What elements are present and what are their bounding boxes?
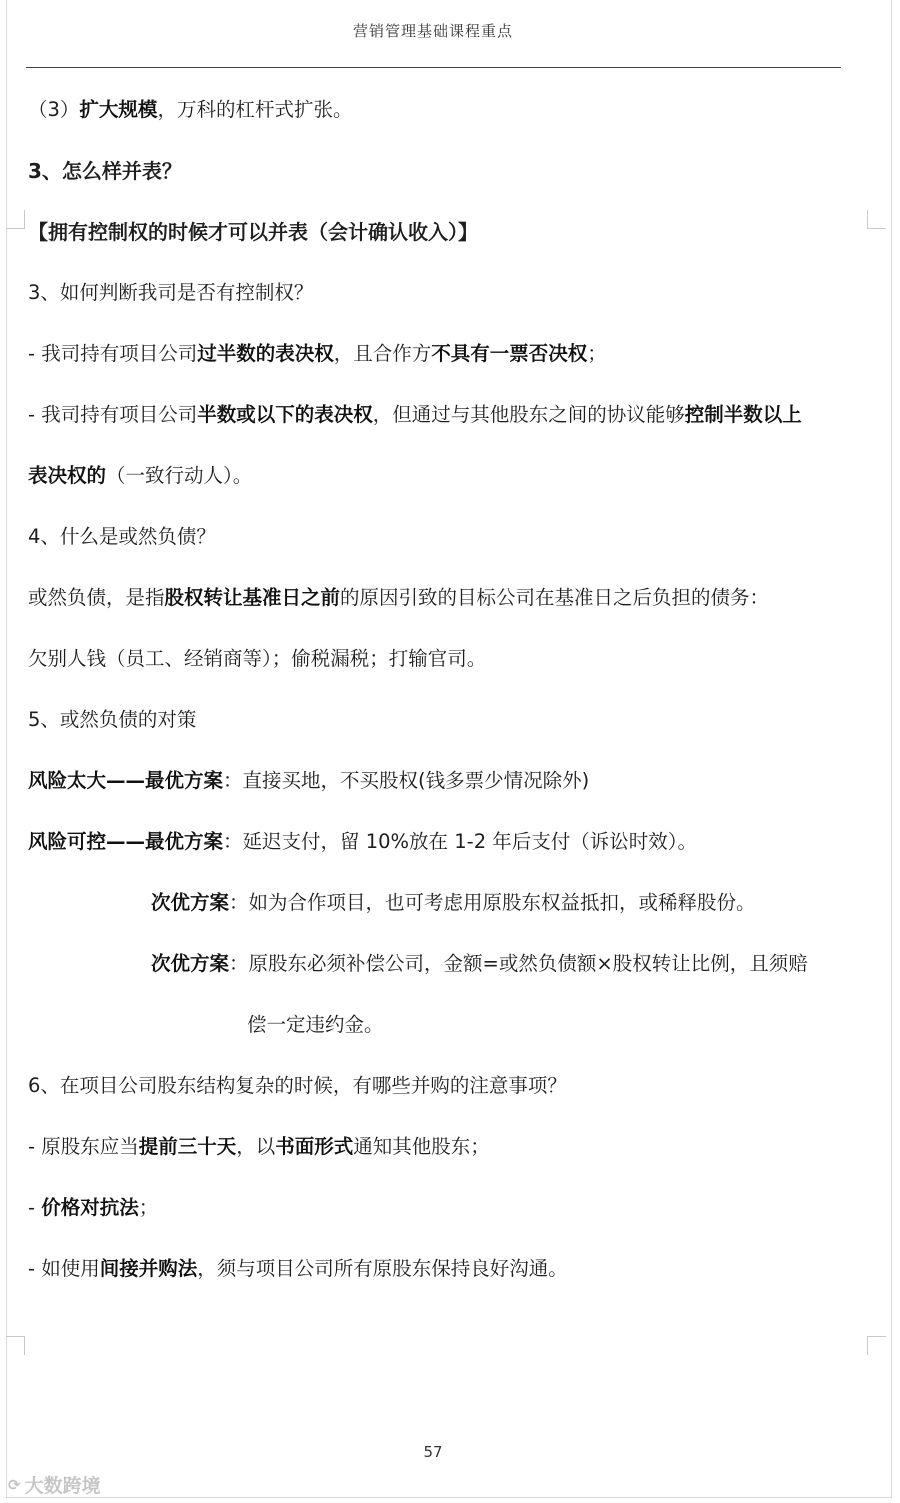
document-body	[28, 86, 848, 1306]
paragraph	[28, 574, 848, 635]
strategy-item	[28, 940, 848, 1001]
text: （一致行动人）。	[106, 464, 253, 487]
paragraph	[28, 86, 848, 147]
text: ，以	[236, 1135, 276, 1158]
watermark-text: 大数跨境	[24, 1475, 101, 1497]
bold-text: 半数或以下的表决权	[197, 403, 373, 426]
text: 或然负债，是指	[28, 586, 165, 609]
text: - 原股东应当	[28, 1135, 139, 1158]
list-item	[28, 1123, 848, 1184]
strategy-item-continuation: 偿一定违约金。	[247, 1013, 384, 1036]
list-item	[28, 391, 848, 452]
text: - 我司持有项目公司	[28, 342, 198, 365]
text: ，须与项目公司所有原股东保持良好沟通。	[197, 1257, 568, 1280]
paragraph: 欠别人钱（员工、经销商等）；偷税漏税；打输官司。	[28, 647, 487, 670]
text: ：原股东必须补偿公司，金额=或然负债额×股权转让比例，且须赔	[229, 952, 808, 975]
strategy-item	[28, 818, 848, 879]
strategy-item	[28, 879, 848, 940]
text: -	[28, 1196, 42, 1219]
bold-text: 次优方案	[151, 952, 230, 975]
bold-text: 表决权的	[28, 464, 107, 487]
section-heading: 3、怎么样并表？	[28, 159, 182, 183]
list-item	[28, 1245, 848, 1306]
text: ：延迟支付，留 10%放在 1-2 年后支付（诉讼时效）。	[223, 830, 698, 853]
watermark	[8, 1471, 101, 1498]
text: 的原因引致的目标公司在基准日之后负担的债务：	[340, 586, 770, 609]
text: ，且合作方	[333, 342, 432, 365]
crop-mark	[867, 1336, 886, 1355]
text: ；	[138, 1196, 159, 1219]
list-item	[28, 1184, 848, 1245]
list-item	[28, 330, 848, 391]
question: 6、在项目公司股东结构复杂的时候，有哪些并购的注意事项？	[28, 1074, 567, 1097]
section-heading: 【拥有控制权的时候才可以并表（会计确认收入）】	[28, 220, 478, 244]
text: ；	[587, 342, 607, 365]
bold-text: 风险可控——最优方案	[28, 830, 224, 853]
text: （3）	[28, 98, 80, 121]
bold-text: 不具有一票否决权	[431, 342, 588, 365]
bold-text: 扩大规模	[79, 98, 158, 121]
text: - 我司持有项目公司	[28, 403, 198, 426]
bold-text: 控制半数以上	[684, 403, 802, 426]
bold-text: 间接并购法	[99, 1257, 198, 1280]
question: 4、什么是或然负债？	[28, 525, 216, 548]
bold-text: 次优方案	[151, 891, 230, 914]
bold-text: 风险太大——最优方案	[28, 769, 224, 792]
list-item-continuation	[28, 452, 848, 513]
bold-text: 过半数的表决权	[197, 342, 334, 365]
bold-text: 股权转让基准日之前	[164, 586, 341, 609]
text: ：直接买地，不买股权(钱多票少情况除外)	[223, 769, 590, 792]
bold-text: 提前三十天	[138, 1135, 237, 1158]
crop-mark	[867, 210, 886, 229]
page-header: 营销管理基础课程重点	[352, 22, 513, 40]
watermark-logo-icon: ⟳	[8, 1475, 21, 1494]
crop-mark	[6, 1336, 25, 1355]
crop-mark	[6, 210, 25, 229]
text: ，但通过与其他股东之间的协议能够	[372, 403, 685, 426]
strategy-item	[28, 757, 848, 818]
text: - 如使用	[28, 1257, 100, 1280]
page-number: 57	[423, 1443, 443, 1461]
text: ：如为合作项目，也可考虑用原股东权益抵扣，或稀释股份。	[229, 891, 756, 914]
bold-text: 书面形式	[275, 1135, 354, 1158]
bold-text: 价格对抗法	[41, 1196, 139, 1219]
text: ，万科的杠杆式扩张。	[157, 98, 353, 121]
text: 通知其他股东；	[353, 1135, 490, 1158]
question: 5、或然负债的对策	[28, 708, 197, 731]
question: 3、如何判断我司是否有控制权？	[28, 281, 314, 304]
header-divider	[26, 67, 841, 68]
